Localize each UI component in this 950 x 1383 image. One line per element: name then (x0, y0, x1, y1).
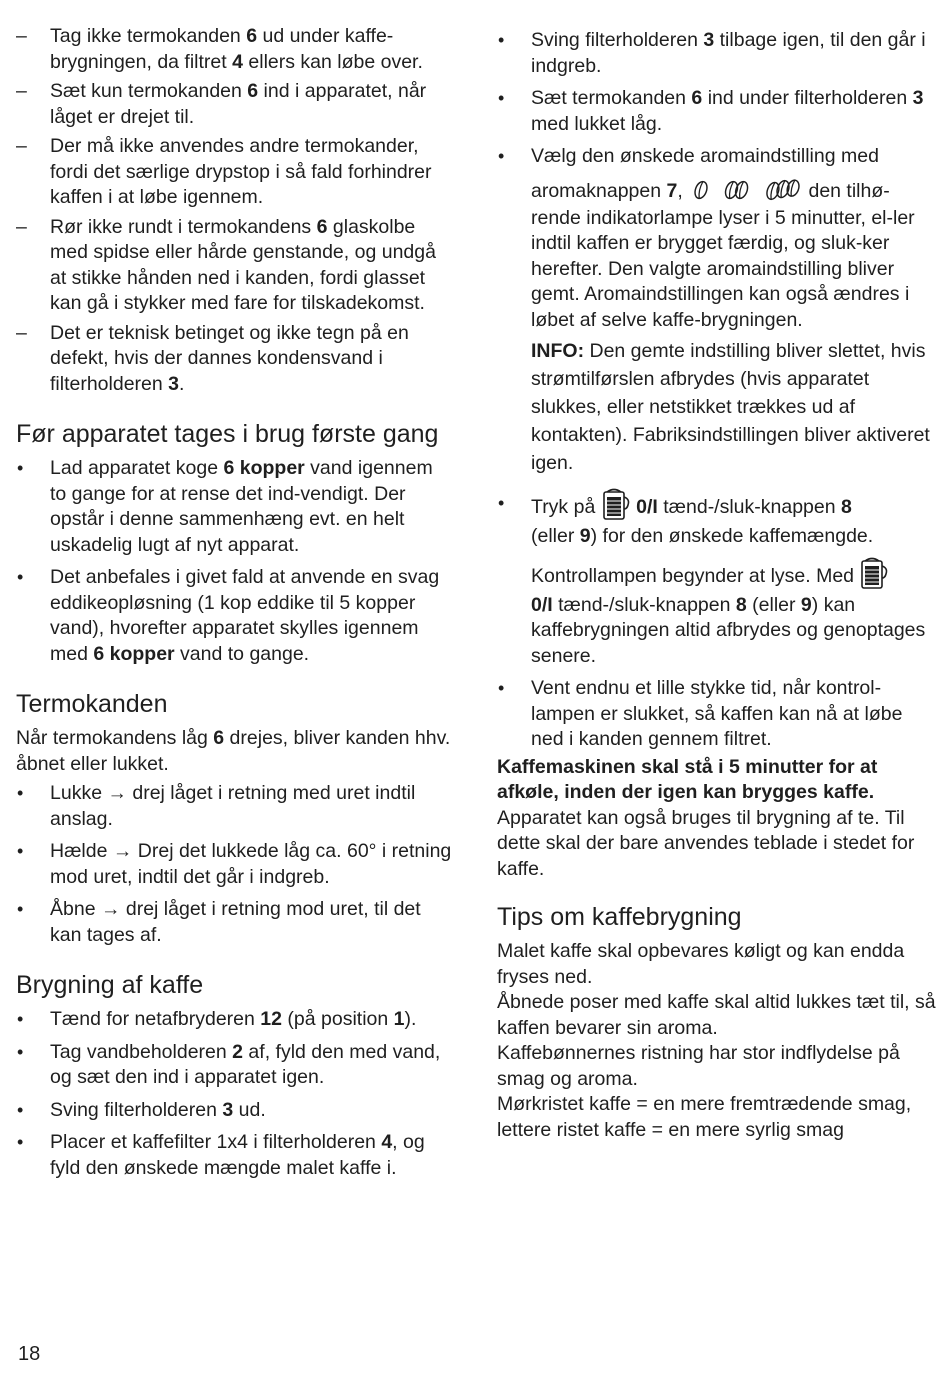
list-item: • Hælde → Drej det lukkede låg ca. 60° i retning mod uret, indtil det går i indgreb. (17, 840, 452, 888)
list-item: • Sæt termokanden 6 ind under filterholderen 3 med lukket låg. (498, 87, 924, 135)
list-item: • Åbne → drej låget i retning mod uret, til det kan tages af. (17, 898, 421, 946)
list-item: – Det er teknisk betinget og ikke tegn på en defekt, hvis der dannes kondensvand i filterholderen 3. (16, 321, 409, 395)
section-heading-thermos: Termokanden (16, 690, 168, 718)
right-column (497, 28, 937, 1143)
page-number: 18 (18, 1343, 41, 1365)
list-item: • Tag vandbeholderen 2 af, fyld den med vand, og sæt den ind i apparatet igen. (17, 1040, 441, 1088)
tips-line: lettere ristet kaffe = en mere syrlig smag (497, 1118, 844, 1141)
section-heading-brewing: Brygning af kaffe (16, 971, 204, 999)
coffee-bean-triple-icon (763, 179, 803, 201)
list-item: – Rør ikke rundt i termokandens 6 glaskolbe med spidse eller hårde genstande, og undgå at stikke hånden ned i kanden, fordi glasset kan gå i stykker med fare for tilskadekomst. (16, 215, 436, 314)
section-heading-tips: Tips om kaffebrygning (497, 903, 742, 931)
list-item: • Tænd for netafbryderen 12 (på position 1). (17, 1008, 417, 1030)
tea-note: Apparatet kan også bruges til brygning af te. Til dette skal der bare anvendes teblade i stedet for kaffe. (497, 806, 915, 880)
coffee-bean-double-icon (722, 179, 752, 201)
aroma-line: aromaknappen 7, den tilhø- (531, 179, 890, 202)
list-item: • Sving filterholderen 3 ud. (17, 1098, 266, 1121)
tips-line: Kaffebønnernes ristning har stor indflydelse på smag og aroma. (497, 1042, 900, 1090)
list-item: • Det anbefales i givet fald at anvende en svag eddikeopløsning (1 kop eddike til 5 kopper vand), hvorefter apparatet skylles igennem med 6 kopper vand to gange. (17, 566, 440, 665)
section-heading-first-use: Før apparatet tages i brug første gang (16, 420, 439, 448)
tips-line: Åbnede poser med kaffe skal altid lukkes tæt til, så kaffen bevarer sin aroma. (497, 991, 936, 1039)
list-item: • Lukke → drej låget i retning med uret indtil anslag. (17, 782, 416, 830)
left-column (16, 24, 454, 1188)
tips-line: Malet kaffe skal opbevares køligt og kan endda fryses ned. (497, 940, 905, 988)
cooldown-note: Kaffemaskinen skal stå i 5 minutter for at afkøle, inden der igen kan brygges kaffe. (497, 755, 878, 803)
list-item-aroma: • Vælg den ønskede aromaindstilling med aromaknappen 7, den tilhø- rende indikatorlampe lyser i 5 minutter, el-ler indtil kaffen er brygget færdig, og sluk-ker herefter. Den valgte aromaindstilling bliver gemt. Aromaindstillingen kan også ændres i løbet af selve kaffe-brygningen. INFO: Den gemte indstilling bliver slettet, hvis strømtilførslen afbrydes (hvis apparatet slukkes, eller netstikket trækkes ud af kontakten). Fabriksindstillingen bliver aktiveret igen. (497, 144, 937, 477)
list-item: – Sæt kun termokanden 6 ind i apparatet, når låget er drejet til. (16, 80, 427, 128)
list-item: • Vent endnu et lille stykke tid, når kontrol-lampen er slukket, så kaffen kan nå at løbe ned i kanden gennem filtret. (498, 677, 903, 750)
info-note: INFO: Den gemte indstilling bliver slettet, hvis strømtilførslen afbrydes (hvis apparatet slukkes, eller netstikket trækkes ud af kontakten). Fabriksindstillingen bliver aktiveret igen. (531, 340, 930, 474)
kettle-icon (859, 556, 889, 590)
list-item: • Lad apparatet koge 6 kopper vand igennem to gange for at rense det ind-vendigt. Der opstår i denne sammenhæng evt. en helt uskadelig lugt af nyt apparat. (17, 457, 433, 556)
list-item-power: • Tryk på 0/I tænd-/sluk-knappen 8 (eller 9) for den ønskede kaffemængde. Kontrollampen begynder at lyse. Med 0/I tænd-/sluk-knappen 8 (eller 9) kan kaffebrygningen altid afbrydes og genoptages senere. (497, 487, 937, 669)
paragraph: Når termokandens låg 6 drejes, bliver kanden hhv. åbnet eller lukket. (16, 727, 451, 775)
list-item: • Sving filterholderen 3 tilbage igen, til den går i indgreb. (498, 29, 926, 77)
coffee-bean-icon (692, 179, 710, 201)
list-item: • Placer et kaffefilter 1x4 i filterholderen 4, og fyld den ønskede mængde malet kaffe i. (17, 1131, 425, 1179)
list-item: – Der må ikke anvendes andre termokander, fordi det særlige drypstop i så fald forhindrer kaffen i at løbe igennem. (16, 135, 432, 208)
tips-line: Mørkristet kaffe = en mere fremtrædende smag, (497, 1093, 912, 1115)
kettle-icon (601, 487, 631, 521)
list-item: – Tag ikke termokanden 6 ud under kaffe-brygningen, da filtret 4 ellers kan løbe over. (16, 25, 423, 73)
